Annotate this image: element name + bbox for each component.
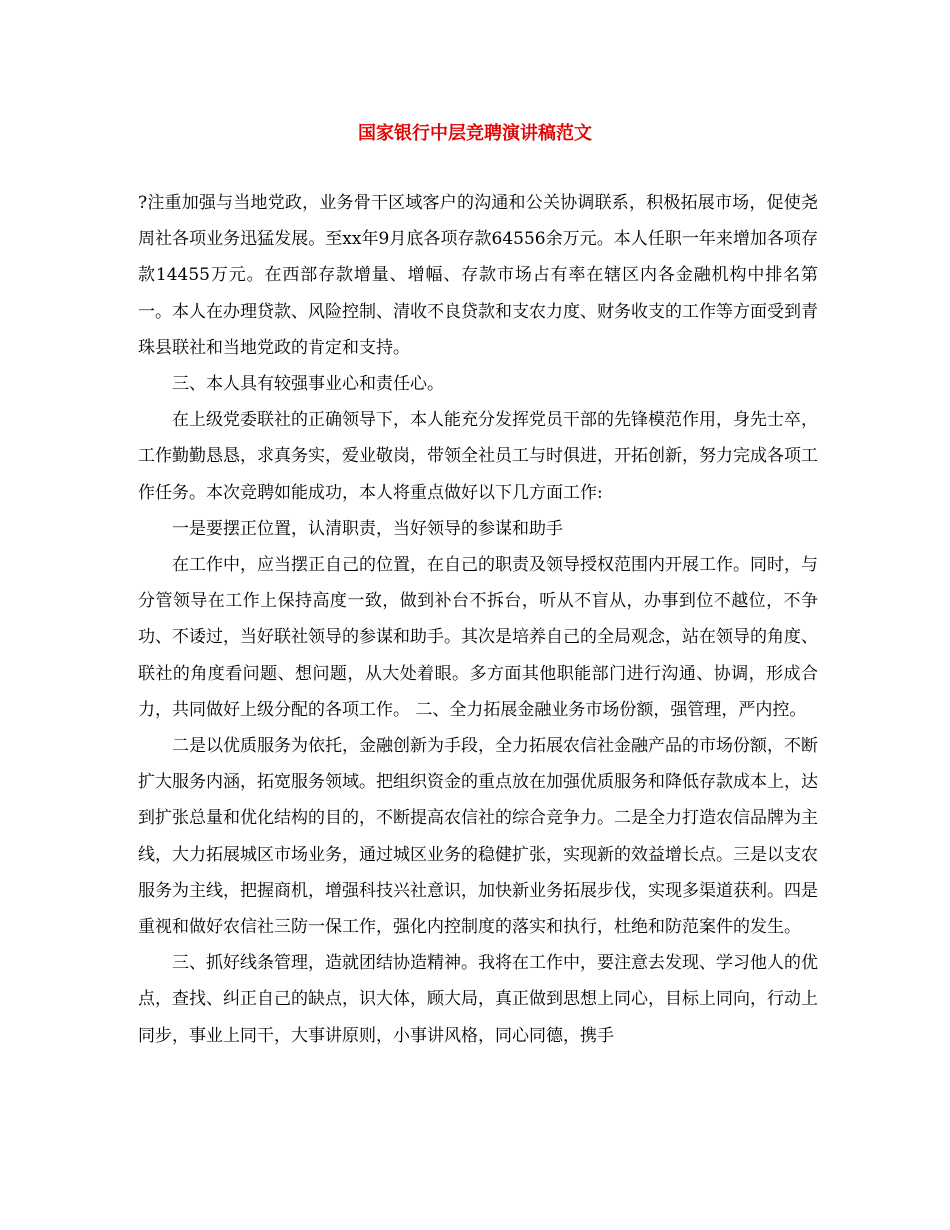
paragraph-1: ?注重加强与当地党政，业务骨干区域客户的沟通和公关协调联系，积极拓展市场，促使尧周社各项业务迅猛发展。至xx年9月底各项存款64556余万元。本人任职一年来增加各项存款14455万元。在西部存款增量、增幅、存款市场占有率在辖区内各金融机构中排名第一。本人在办理贷款、风险控制、清收不良贷款和支农力度、财务收支的工作等方面受到青珠县联社和当地党政的肯定和支持。 <box>138 193 818 358</box>
document-title: 国家银行中层竞聘演讲稿范文 <box>358 123 592 144</box>
document-body <box>138 185 818 1054</box>
paragraph-4: 一是要摆正位置，认清职责，当好领导的参谋和助手 <box>172 518 563 539</box>
paragraph-7: 三、抓好线条管理，造就团结协造精神。我将在工作中，要注意去发现、学习他人的优点，查找、纠正自己的缺点，识大体，顾大局，真正做到思想上同心，目标上同向，行动上同步，事业上同干，大事讲原则，小事讲风格，同心同德，携手 <box>138 953 818 1046</box>
paragraph-5: 在工作中，应当摆正自己的位置，在自己的职责及领导授权范围内开展工作。同时，与分管领导在工作上保持高度一致，做到补台不拆台，听从不盲从，办事到位不越位，不争功、不诿过，当好联社领导的参谋和助手。其次是培养自己的全局观念，站在领导的角度、联社的角度看问题、想问题，从大处着眼。多方面其他职能部门进行沟通、协调，形成合力，共同做好上级分配的各项工作。 二、全力拓展金融业务市场份额，强管理，严内控。 <box>138 555 818 720</box>
paragraph-3: 在上级党委联社的正确领导下，本人能充分发挥党员干部的先锋模范作用，身先士卒，工作勤勤恳恳，求真务实，爱业敬岗，带领全社员工与时俱进，开拓创新，努力完成各项工作任务。本次竞聘如能成功，本人将重点做好以下几方面工作: <box>138 410 818 503</box>
paragraph-2: 三、本人具有较强事业心和责任心。 <box>172 374 444 395</box>
paragraph-6: 二是以优质服务为依托，金融创新为手段，全力拓展农信社金融产品的市场份额，不断扩大服务内涵，拓宽服务领域。把组织资金的重点放在加强优质服务和降低存款成本上，达到扩张总量和优化结构的目的，不断提高农信社的综合竞争力。二是全力打造农信品牌为主线，大力拓展城区市场业务，通过城区业务的稳健扩张，实现新的效益增长点。三是以支农服务为主线，把握商机，增强科技兴社意识，加快新业务拓展步伐，实现多渠道获利。四是重视和做好农信社三防一保工作，强化内控制度的落实和执行，杜绝和防范案件的发生。 <box>138 736 818 938</box>
